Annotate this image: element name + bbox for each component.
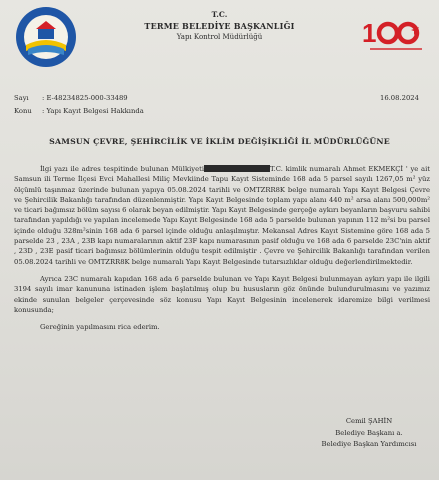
header-department: Yapı Kontrol Müdürlüğü xyxy=(176,33,263,41)
svg-text:1: 1 xyxy=(362,18,377,48)
redaction-bar xyxy=(204,165,270,172)
document-subject xyxy=(14,107,144,115)
signature-block xyxy=(304,416,434,451)
republic-100-year-logo xyxy=(360,14,430,54)
paragraph-1-rest: T.C. kimlik numaralı Ahmet EKMEKÇİ ' ye ait Samsun ili Terme İlçesi Evci Mahallesi Miliç Mevkiinde Tapu Kayıt Sisteminde 168 ada 5 parsel sayılı 1267,05 m² yüz ölçümlü taşınmaz üzerinde bulunan yapıya 05.08.2024 tarihli ve OMTZRR8K belge numaralı Yapı Kayıt Belgesi Çevre ve Şehircilik Bakanlığı tarafından düzenlenmiştir. Yapı Kayıt Belgesinde toplam yapı alanı 440 m² arsa alanı 500,000m² ve ticari bağımsız bölüm sayısı 6 olarak beyan edilmiştir. Yapı Kayıt Belgesinde gerçeğe aykırı beyanların başvuru sahibi tarafından yapıldığı ve yapılan incelemede Yapı Kayıt Belgesinde 168 ada 5 parselde bulunan yapının 112 m²si bu parsel içinde olduğu 328m²sinin 168 ada 6 parsel içinde olduğu anlaşılmıştır. Mekansal Adres Kayıt Sistemine göre 168 ada 5 parselde 23 , 23A , 23B kapı numaralarının aktif 23F kapı numarasının pasif olduğu ve 168 ada 6 parselde 23C'nin aktif , 23D , 23E pasif ticari bağımsız bölümlerinin olduğu tespit edilmiştir . Çevre ve Şehircilik Bakanlığı tarafından verilen 05.08.2024 tarihli ve OMTZRR8K belge numaralı Yapı Kayıt Belgesinde tutarsızlıklar olduğu değerlendirilmektedir. xyxy=(14,165,430,266)
document-date: 16.08.2024 xyxy=(380,94,419,102)
letter-body xyxy=(14,164,430,332)
konu-value: : Yapı Kayıt Belgesi Hakkında xyxy=(42,107,144,115)
paragraph-2: Ayrıca 23C numaralı kapıdan 168 ada 6 parselde bulunan ve Yapı Kayıt Belgesi bulunmayan aykırı yapı ile ilgili 3194 sayılı imar kanununa istinaden işlem başlatılmış olup bu hususların göz önünde bulundurulmasını ve yazımız ekinde sunulan belgeler çerçevesinde söz konusu Yapı Kayıt Belgesinin incelenerek idaremize bilgi verilmesi konusunda; xyxy=(14,274,430,314)
paragraph-1 xyxy=(14,164,430,267)
sayi-value: : E-48234825-000-33489 xyxy=(42,94,128,102)
konu-label: Konu xyxy=(14,107,32,115)
paragraph-1-start: İlgi yazı ile adres tespitinde bulunan Mülkiyeti xyxy=(40,165,205,173)
document-number xyxy=(14,94,128,102)
signatory-name: Cemil ŞAHİN xyxy=(345,417,393,425)
header-tc: T.C. xyxy=(211,10,228,19)
signatory-title-2: Belediye Başkan Yardımcısı xyxy=(321,440,417,448)
sayi-label: Sayı xyxy=(14,94,29,102)
addressee: SAMSUN ÇEVRE, ŞEHİRCİLİK VE İKLİM DEĞİŞİKLİĞİ İL MÜDÜRLÜĞÜNE xyxy=(49,137,390,146)
signatory-title-1: Belediye Başkanı a. xyxy=(335,428,403,437)
header-municipality-name: TERME BELEDİYE BAŞKANLIĞI xyxy=(144,21,295,31)
paragraph-3: Gereğinin yapılmasını rica ederim. xyxy=(40,323,160,332)
